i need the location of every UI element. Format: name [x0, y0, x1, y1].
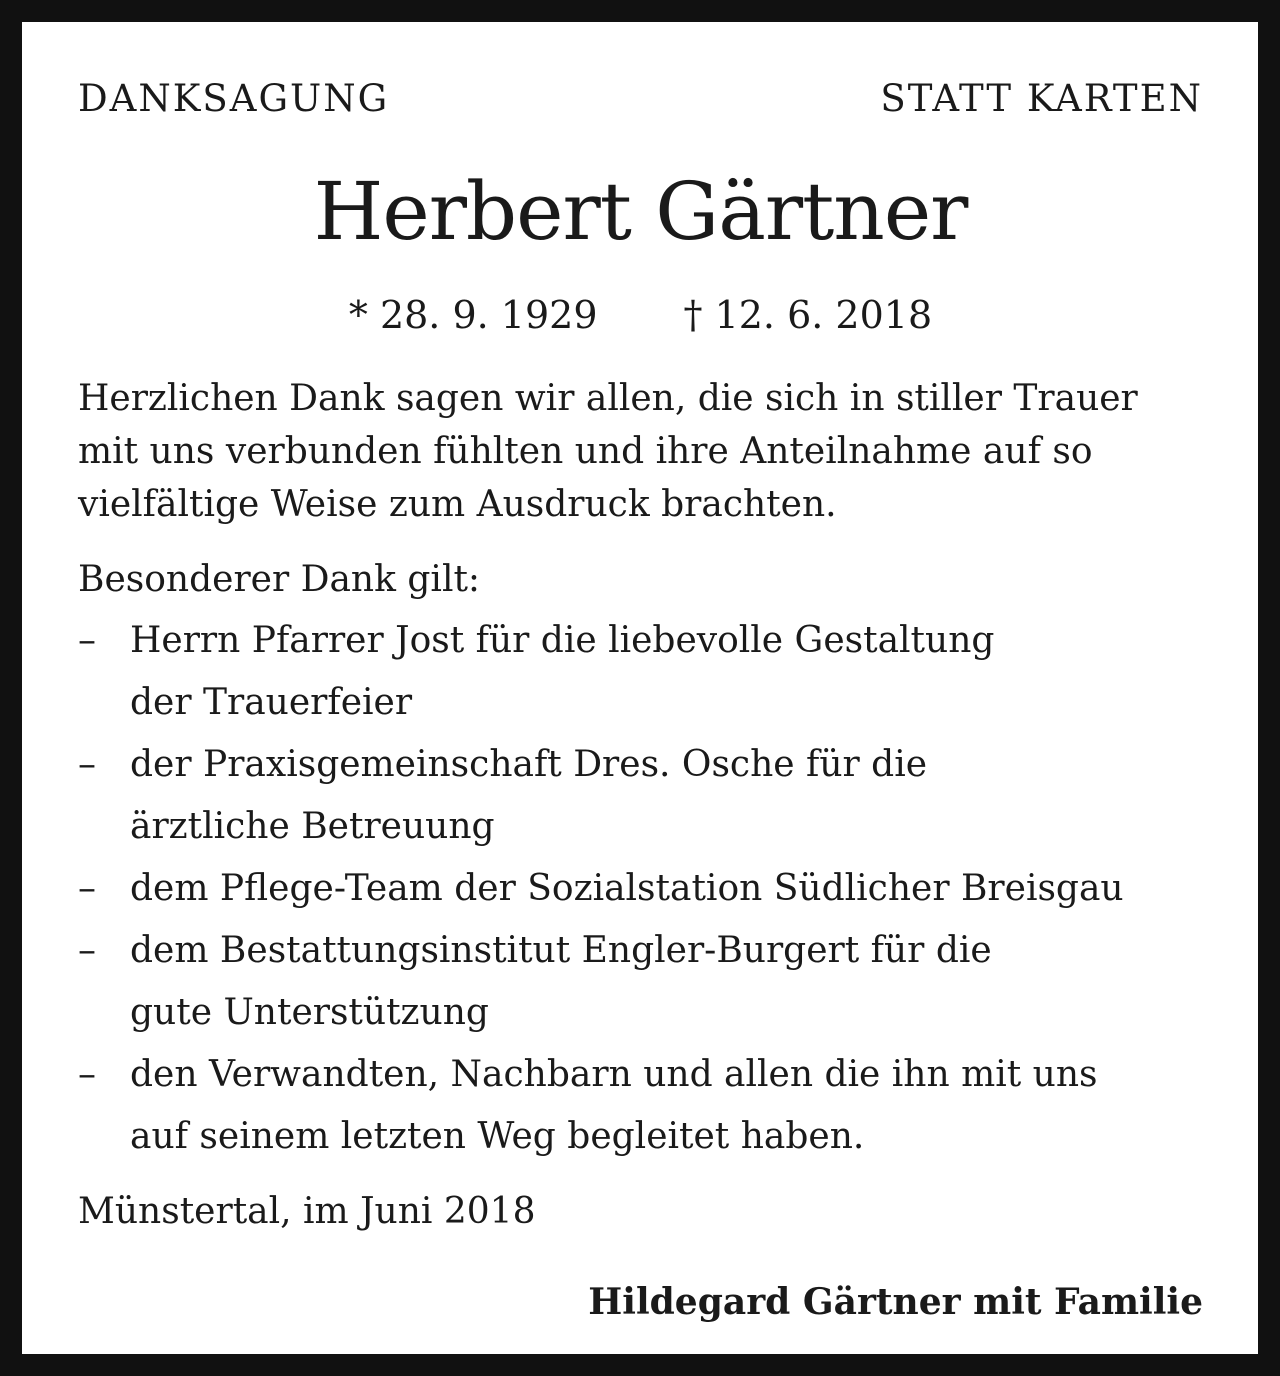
- place-and-date: Münstertal, im Juni 2018: [78, 1191, 536, 1232]
- header-label-left: DANKSAGUNG: [78, 77, 390, 120]
- birth-date: * 28. 9. 1929: [348, 293, 598, 337]
- header-label-right: STATT KARTEN: [880, 77, 1203, 120]
- death-date: † 12. 6. 2018: [683, 293, 933, 337]
- special-thanks-list: [78, 610, 1203, 1168]
- header-row: [78, 74, 1203, 124]
- list-item-line: gute Unterstützung: [130, 992, 489, 1033]
- list-item-line: auf seinem letzten Weg begleitet haben.: [130, 1116, 865, 1157]
- dash-bullet: –: [78, 744, 96, 785]
- list-item-line: der Trauerfeier: [130, 682, 413, 723]
- dash-bullet: –: [78, 930, 96, 971]
- dash-bullet: –: [78, 868, 96, 909]
- thanks-intro-text: Herzlichen Dank sagen wir allen, die sich in stiller Trauer mit uns verbunden fühlten und ihre Anteilnahme auf so vielfältige Weise zum Ausdruck brachten.: [78, 378, 1138, 525]
- special-thanks-title: Besonderer Dank gilt:: [78, 559, 481, 600]
- list-item-line: den Verwandten, Nachbarn und allen die ihn mit uns: [130, 1054, 1098, 1095]
- life-dates: [78, 290, 1203, 340]
- dash-bullet: –: [78, 620, 96, 661]
- list-item: [78, 1044, 1203, 1168]
- list-item-line: Herrn Pfarrer Jost für die liebevolle Gestaltung: [130, 620, 995, 661]
- notice-content: [78, 22, 1203, 1354]
- list-item: [78, 858, 1203, 920]
- list-item-line: dem Pflege-Team der Sozialstation Südlicher Breisgau: [130, 868, 1124, 909]
- signature: Hildegard Gärtner mit Familie: [588, 1281, 1203, 1323]
- dash-bullet: –: [78, 1054, 96, 1095]
- list-item-line: der Praxisgemeinschaft Dres. Osche für die: [130, 744, 928, 785]
- list-item: [78, 734, 1203, 858]
- list-item-line: dem Bestattungsinstitut Engler-Burgert für die: [130, 930, 992, 971]
- deceased-name: Herbert Gärtner: [313, 165, 968, 258]
- list-item: [78, 610, 1203, 734]
- list-item: [78, 920, 1203, 1044]
- list-item-line: ärztliche Betreuung: [130, 806, 495, 847]
